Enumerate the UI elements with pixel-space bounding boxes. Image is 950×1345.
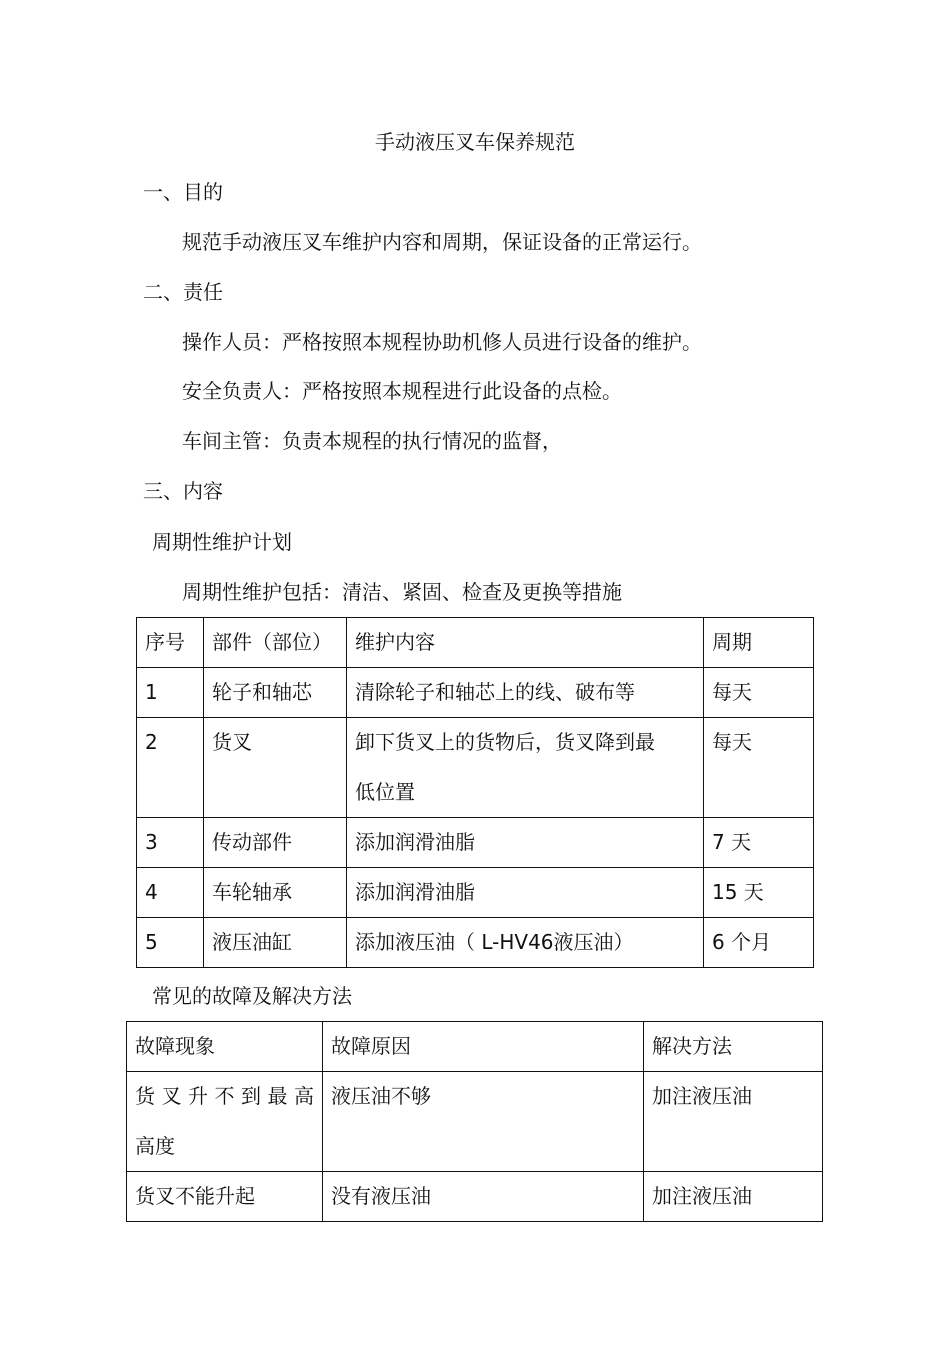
cell-cause: 没有液压油 xyxy=(323,1172,644,1222)
purpose-text: 规范手动液压叉车维护内容和周期，保证设备的正常运行。 xyxy=(182,230,702,254)
cell-solution: 加注液压油 xyxy=(644,1172,823,1222)
cell-symptom-line2: 高度 xyxy=(135,1134,175,1158)
section-heading-responsibility: 二、责任 xyxy=(143,280,223,304)
faults-table-header-row xyxy=(127,1022,823,1072)
cell-index: 1 xyxy=(137,668,204,718)
cell-part: 车轮轴承 xyxy=(204,868,347,918)
header-cell-cause: 故障原因 xyxy=(323,1022,644,1072)
cell-index: 2 xyxy=(137,718,204,818)
cell-index: 5 xyxy=(137,918,204,968)
cell-content: 添加液压油（ L-HV46液压油） xyxy=(347,918,704,968)
table-row xyxy=(137,818,814,868)
header-cell-period: 周期 xyxy=(704,618,814,668)
faults-heading: 常见的故障及解决方法 xyxy=(152,984,352,1008)
section-heading-purpose: 一、目的 xyxy=(143,180,223,204)
cell-content: 清除轮子和轴芯上的线、破布等 xyxy=(347,668,704,718)
cell-period: 7 天 xyxy=(704,818,814,868)
cell-part: 货叉 xyxy=(204,718,347,818)
section-heading-content: 三、内容 xyxy=(143,479,223,503)
header-cell-solution: 解决方法 xyxy=(644,1022,823,1072)
cell-symptom: 货叉不能升起 xyxy=(127,1172,323,1222)
maintenance-table-header-row xyxy=(137,618,814,668)
responsibility-safety-officer: 安全负责人：严格按照本规程进行此设备的点检。 xyxy=(182,379,622,403)
cell-solution: 加注液压油 xyxy=(644,1072,823,1172)
cell-part: 传动部件 xyxy=(204,818,347,868)
responsibility-operator: 操作人员：严格按照本规程协助机修人员进行设备的维护。 xyxy=(182,330,702,354)
cell-part: 液压油缸 xyxy=(204,918,347,968)
header-cell-content: 维护内容 xyxy=(347,618,704,668)
cell-content: 添加润滑油脂 xyxy=(347,818,704,868)
table-row xyxy=(127,1172,823,1222)
maintenance-plan-intro: 周期性维护包括：清洁、紧固、检查及更换等措施 xyxy=(182,580,622,604)
cell-symptom xyxy=(127,1072,323,1172)
cell-content xyxy=(347,718,704,818)
cell-content-line2: 低位置 xyxy=(355,780,415,804)
cell-period: 每天 xyxy=(704,668,814,718)
faults-table xyxy=(126,1021,823,1222)
header-cell-part: 部件（部位） xyxy=(204,618,347,668)
cell-content: 添加润滑油脂 xyxy=(347,868,704,918)
cell-content-line1: 卸下货叉上的货物后，货叉降到最 xyxy=(355,730,655,754)
cell-period: 每天 xyxy=(704,718,814,818)
responsibility-workshop-supervisor: 车间主管：负责本规程的执行情况的监督， xyxy=(182,429,562,453)
document-title: 手动液压叉车保养规范 xyxy=(375,130,575,154)
table-row xyxy=(127,1072,823,1172)
cell-period: 15 天 xyxy=(704,868,814,918)
header-cell-symptom: 故障现象 xyxy=(127,1022,323,1072)
table-row xyxy=(137,918,814,968)
cell-index: 3 xyxy=(137,818,204,868)
table-row xyxy=(137,718,814,818)
cell-period: 6 个月 xyxy=(704,918,814,968)
table-row xyxy=(137,668,814,718)
table-row xyxy=(137,868,814,918)
cell-part: 轮子和轴芯 xyxy=(204,668,347,718)
cell-cause: 液压油不够 xyxy=(323,1072,644,1172)
cell-symptom-line1: 货叉升不到最高 xyxy=(135,1084,314,1108)
header-cell-index: 序号 xyxy=(137,618,204,668)
cell-index: 4 xyxy=(137,868,204,918)
maintenance-plan-subheading: 周期性维护计划 xyxy=(152,530,292,554)
maintenance-table xyxy=(136,617,814,968)
